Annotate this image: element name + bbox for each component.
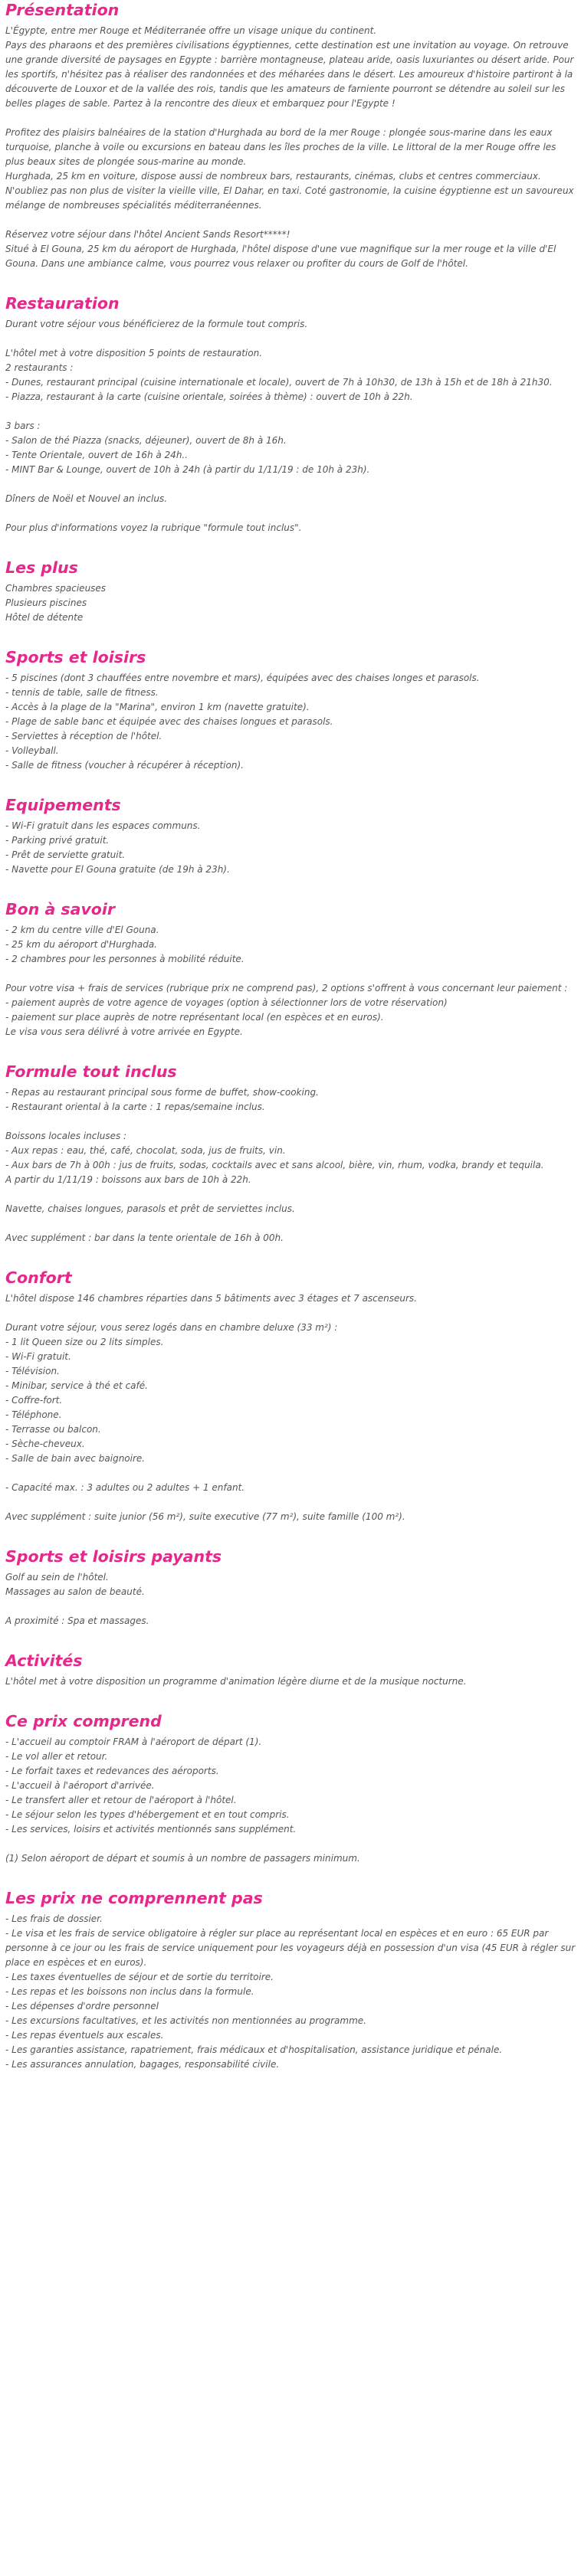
- text-line: - Les excursions facultatives, et les activités non mentionnées au programme.: [5, 2015, 366, 2026]
- blank-line: [5, 111, 576, 126]
- blank-line: [5, 1306, 576, 1321]
- text-line: 3 bars :: [5, 421, 41, 431]
- text-line: - Prêt de serviette gratuit.: [5, 849, 126, 860]
- text-line: - paiement sur place auprès de notre représentant local (en espèces et en euros).: [5, 1012, 384, 1023]
- text-line: - 1 lit Queen size ou 2 lits simples.: [5, 1337, 164, 1347]
- text-line: - Les dépenses d'ordre personnel: [5, 2001, 159, 2011]
- text-line: - Les taxes éventuelles de séjour et de sortie du territoire.: [5, 1972, 274, 1982]
- text-line: - Aux repas : eau, thé, café, chocolat, soda, jus de fruits, vin.: [5, 1145, 286, 1156]
- text-line: - L'accueil à l'aéroport d'arrivée.: [5, 1780, 155, 1791]
- text-line: - Salon de thé Piazza (snacks, déjeuner), ouvert de 8h à 16h.: [5, 435, 287, 446]
- text-line: Golf au sein de l'hôtel.: [5, 1572, 109, 1583]
- text-line: Dîners de Noël et Nouvel an inclus.: [5, 493, 168, 504]
- text-line: - 5 piscines (dont 3 chauffées entre novembre et mars), équipées avec des chaises longes et parasols.: [5, 673, 480, 683]
- text-line: Pays des pharaons et des premières civilisations égyptiennes, cette destination est une invitation au voyage. On retrouve une grande diversité de paysages en Egypte : barrière montagneuse, plateau aride, oasis luxuriantes ou désert aride. Pour les sportifs, n'hésitez pas à réaliser des randonnées et des méharées dans le désert. Les amoureux d'histoire partiront à la découverte de Louxor et de la vallée des rois, tandis que les amateurs de farniente pourront se détendre au soleil sur les belles plages de sable. Partez à la rencontre des dieux et embarquez pour l'Egypte !: [5, 40, 574, 109]
- text-line: - Serviettes à réception de l'hôtel.: [5, 731, 162, 741]
- section-body-sports: [5, 671, 576, 773]
- text-line: Le visa vous sera délivré à votre arrivée en Egypte.: [5, 1026, 243, 1037]
- text-line: Avec supplément : suite junior (56 m²), suite executive (77 m²), suite famille (100 m²).: [5, 1511, 405, 1522]
- section-prix-ne-comprend: [5, 1888, 576, 2072]
- blank-line: [5, 1115, 576, 1129]
- section-body-activites: [5, 1674, 576, 1689]
- text-line: - Coffre-fort.: [5, 1395, 63, 1406]
- text-line: - Les assurances annulation, bagages, responsabilité civile.: [5, 2059, 280, 2070]
- text-line: - Piazza, restaurant à la carte (cuisine orientale, soirées à thème) : ouvert de 10h à 22h.: [5, 391, 413, 402]
- section-title-sports: Sports et loisirs: [5, 648, 146, 666]
- text-line: - Les repas et les boissons non inclus dans la formule.: [5, 1986, 254, 1997]
- text-line: - Capacité max. : 3 adultes ou 2 adultes + 1 enfant.: [5, 1482, 245, 1493]
- text-line: Réservez votre séjour dans l'hôtel Ancient Sands Resort*****!: [5, 229, 290, 240]
- text-line: (1) Selon aéroport de départ et soumis à un nombre de passagers minimum.: [5, 1853, 360, 1864]
- section-sports: [5, 647, 576, 773]
- text-line: - Terrasse ou balcon.: [5, 1424, 101, 1435]
- text-line: - Le séjour selon les types d'hébergement et en tout compris.: [5, 1809, 290, 1820]
- text-line: - Restaurant oriental à la carte : 1 repas/semaine inclus.: [5, 1101, 265, 1112]
- section-body-bon-a-savoir: [5, 923, 576, 1039]
- text-line: Durant votre séjour, vous serez logés dans en chambre deluxe (33 m²) :: [5, 1322, 338, 1333]
- section-title-les-plus: Les plus: [5, 558, 78, 577]
- text-line: Situé à El Gouna, 25 km du aéroport de Hurghada, l'hôtel dispose d'une vue magnifique sur la mer rouge et la ville d'El Gouna. Dans une ambiance calme, vous pourrez vous relaxer ou profiter du cours de Golf de l'hôtel.: [5, 244, 556, 269]
- text-line: - Télévision.: [5, 1366, 60, 1376]
- section-title-prix-comprend: Ce prix comprend: [5, 1712, 162, 1730]
- blank-line: [5, 506, 576, 521]
- blank-line: [5, 1837, 576, 1851]
- section-title-equipements: Equipements: [5, 796, 121, 814]
- text-line: L'hôtel met à votre disposition un programme d'animation légère diurne et de la musique nocturne.: [5, 1676, 467, 1687]
- section-bon-a-savoir: [5, 899, 576, 1039]
- text-line: - Wi-Fi gratuit dans les espaces communs.: [5, 820, 201, 831]
- section-activites: [5, 1651, 576, 1689]
- text-line: - Sèche-cheveux.: [5, 1439, 85, 1449]
- section-les-plus: [5, 558, 576, 625]
- text-line: L'hôtel dispose 146 chambres réparties dans 5 bâtiments avec 3 étages et 7 ascenseurs.: [5, 1293, 417, 1304]
- text-line: Profitez des plaisirs balnéaires de la station d'Hurghada au bord de la mer Rouge : plongée sous-marine dans les eaux turquoise, planche à voile ou excursions en bateau dans les îles proches de la ville. Le littoral de la mer Rouge offre les plus beaux sites de plongée sous-marine au monde.: [5, 127, 556, 167]
- text-line: L'hôtel met à votre disposition 5 points de restauration.: [5, 348, 263, 358]
- text-line: - Navette pour El Gouna gratuite (de 19h à 23h).: [5, 864, 230, 875]
- blank-line: [5, 1599, 576, 1614]
- text-line: - Le forfait taxes et redevances des aéroports.: [5, 1766, 219, 1776]
- text-line: - Le vol aller et retour.: [5, 1751, 108, 1762]
- text-line: - Aux bars de 7h à 00h : jus de fruits, sodas, cocktails avec et sans alcool, bière, vin, rhum, vodka, brandy et tequila.: [5, 1160, 544, 1170]
- blank-line: [5, 1187, 576, 1202]
- text-line: - L'accueil au comptoir FRAM à l'aéroport de départ (1).: [5, 1736, 262, 1747]
- blank-line: [5, 1216, 576, 1231]
- text-line: - Les frais de dossier.: [5, 1913, 103, 1924]
- section-title-restauration: Restauration: [5, 294, 120, 313]
- text-line: - 2 km du centre ville d'El Gouna.: [5, 925, 159, 935]
- blank-line: [5, 1466, 576, 1481]
- section-title-confort: Confort: [5, 1268, 72, 1287]
- text-line: - Le visa et les frais de service obligatoire à régler sur place au représentant local en espèces et en euro : 65 EUR par personne à ce jour ou les frais de service uniquement pour les voyageurs déjà en possession d'un visa (45 EUR à régler sur place en espèces et en euros).: [5, 1928, 576, 1968]
- text-line: - Repas au restaurant principal sous forme de buffet, show-cooking.: [5, 1087, 319, 1098]
- text-line: 2 restaurants :: [5, 362, 74, 373]
- text-line: Massages au salon de beauté.: [5, 1586, 145, 1597]
- section-body-les-plus: [5, 581, 576, 625]
- text-line: - Volleyball.: [5, 745, 59, 756]
- text-line: - paiement auprès de votre agence de voyages (option à sélectionner lors de votre réservation): [5, 997, 448, 1008]
- text-line: - 2 chambres pour les personnes à mobilité réduite.: [5, 954, 245, 964]
- blank-line: [5, 967, 576, 981]
- text-line: Durant votre séjour vous bénéficierez de la formule tout compris.: [5, 319, 308, 329]
- text-line: Pour votre visa + frais de services (rubrique prix ne comprend pas), 2 options s'offrent à vous concernant leur paiement :: [5, 983, 568, 993]
- section-body-presentation: [5, 24, 576, 271]
- text-line: - Parking privé gratuit.: [5, 835, 110, 846]
- section-title-activites: Activités: [5, 1651, 83, 1670]
- text-line: - Téléphone.: [5, 1409, 62, 1420]
- text-line: - Minibar, service à thé et café.: [5, 1380, 148, 1391]
- text-line: - 25 km du aéroport d'Hurghada.: [5, 939, 157, 950]
- text-line: L'Égypte, entre mer Rouge et Méditerranée offre un visage unique du continent.: [5, 25, 377, 36]
- section-title-presentation: Présentation: [5, 1, 120, 19]
- blank-line: [5, 1495, 576, 1510]
- text-line: - Salle de fitness (voucher à récupérer à réception).: [5, 760, 244, 771]
- text-line: - Les services, loisirs et activités mentionnés sans supplément.: [5, 1824, 297, 1835]
- section-title-formule: Formule tout inclus: [5, 1062, 177, 1081]
- section-body-sports-payants: [5, 1570, 576, 1628]
- text-line: - Les garanties assistance, rapatriement, frais médicaux et d'hospitalisation, assistance juridique et pénale.: [5, 2044, 503, 2055]
- section-title-sports-payants: Sports et loisirs payants: [5, 1547, 222, 1566]
- section-restauration: [5, 293, 576, 535]
- text-line: A proximité : Spa et massages.: [5, 1615, 149, 1626]
- text-line: - Dunes, restaurant principal (cuisine internationale et locale), ouvert de 7h à 10h30, de 13h à 15h et de 18h à 21h30.: [5, 377, 553, 388]
- text-line: Hôtel de détente: [5, 612, 84, 623]
- blank-line: [5, 332, 576, 346]
- text-line: - Salle de bain avec baignoire.: [5, 1453, 146, 1464]
- section-body-restauration: [5, 317, 576, 535]
- section-equipements: [5, 795, 576, 877]
- section-title-prix-ne-comprend: Les prix ne comprennent pas: [5, 1889, 263, 1907]
- section-title-bon-a-savoir: Bon à savoir: [5, 900, 116, 918]
- section-body-formule: [5, 1085, 576, 1245]
- section-sports-payants: [5, 1547, 576, 1628]
- text-line: Hurghada, 25 km en voiture, dispose aussi de nombreux bars, restaurants, cinémas, clubs et centres commerciaux. N'oubliez pas non plus de visiter la vieille ville, El Dahar, en taxi. Coté gastronomie, la cuisine égyptienne est un savoureux mélange de nombreuses spécialités méditerranéennes.: [5, 171, 574, 211]
- text-line: Boissons locales incluses :: [5, 1131, 127, 1141]
- section-prix-comprend: [5, 1711, 576, 1866]
- text-line: A partir du 1/11/19 : boissons aux bars de 10h à 22h.: [5, 1174, 251, 1185]
- section-body-equipements: [5, 819, 576, 877]
- blank-line: [5, 477, 576, 492]
- text-line: - Wi-Fi gratuit.: [5, 1351, 71, 1362]
- text-line: Avec supplément : bar dans la tente orientale de 16h à 00h.: [5, 1232, 284, 1243]
- text-line: Pour plus d'informations voyez la rubrique "formule tout inclus".: [5, 522, 302, 533]
- text-line: - Le transfert aller et retour de l'aéroport à l'hôtel.: [5, 1795, 237, 1805]
- section-confort: [5, 1268, 576, 1524]
- section-formule: [5, 1062, 576, 1245]
- text-line: Chambres spacieuses: [5, 583, 107, 594]
- text-line: - Les repas éventuels aux escales.: [5, 2030, 164, 2041]
- text-line: - tennis de table, salle de fitness.: [5, 687, 159, 698]
- text-line: - MINT Bar & Lounge, ouvert de 10h à 24h (à partir du 1/11/19 : de 10h à 23h).: [5, 464, 370, 475]
- text-line: - Plage de sable banc et équipée avec des chaises longues et parasols.: [5, 716, 333, 727]
- blank-line: [5, 404, 576, 419]
- blank-line: [5, 213, 576, 227]
- text-line: - Tente Orientale, ouvert de 16h à 24h..: [5, 450, 189, 460]
- text-line: Navette, chaises longues, parasols et prêt de serviettes inclus.: [5, 1203, 295, 1214]
- section-body-prix-comprend: [5, 1735, 576, 1866]
- section-body-prix-ne-comprend: [5, 1912, 576, 2072]
- section-presentation: [5, 0, 576, 271]
- text-line: Plusieurs piscines: [5, 597, 87, 608]
- text-line: - Accès à la plage de la "Marina", environ 1 km (navette gratuite).: [5, 702, 310, 712]
- section-body-confort: [5, 1291, 576, 1524]
